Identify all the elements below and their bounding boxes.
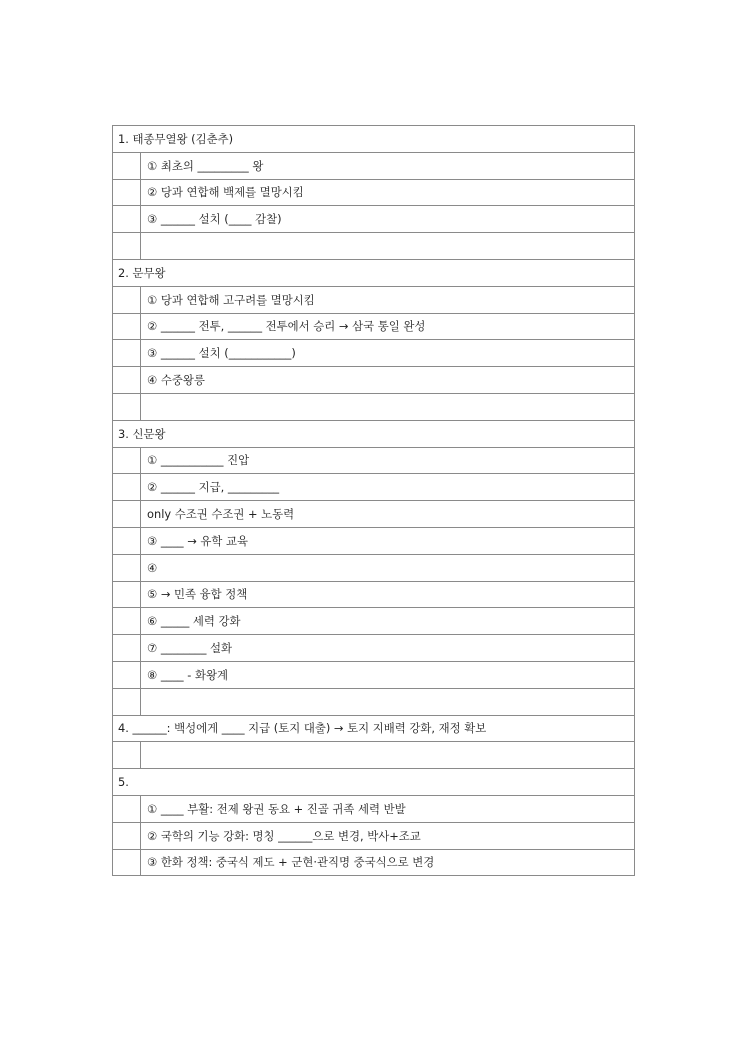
section-header: 4. ______: 백성에게 ____ 지급 (토지 대출) → 토지 지배력 강화, 재정 확보	[113, 715, 635, 742]
section-header: 3. 신문왕	[113, 420, 635, 447]
item-text: ④	[141, 554, 635, 581]
indent-cell	[113, 179, 141, 206]
item-text: ① 당과 연합해 고구려를 멸망시킴	[141, 286, 635, 313]
item-row	[113, 661, 635, 688]
item-row	[113, 635, 635, 662]
item-text: ② 당과 연합해 백제를 멸망시킴	[141, 179, 635, 206]
study-table	[112, 125, 635, 876]
item-text: ④ 수중왕릉	[141, 367, 635, 394]
indent-cell	[113, 661, 141, 688]
item-text: ③ 한화 정책: 중국식 제도 + 군현·관직명 중국식으로 변경	[141, 849, 635, 876]
empty-cell	[141, 393, 635, 420]
item-row	[113, 795, 635, 822]
section-header-row	[113, 715, 635, 742]
item-row	[113, 822, 635, 849]
section-header: 2. 문무왕	[113, 259, 635, 286]
empty-cell	[141, 742, 635, 769]
item-row	[113, 367, 635, 394]
section-header-row	[113, 420, 635, 447]
section-header: 1. 태종무열왕 (김춘추)	[113, 126, 635, 153]
item-text: ③ ____ → 유학 교육	[141, 527, 635, 554]
empty-row	[113, 688, 635, 715]
item-row	[113, 152, 635, 179]
indent-cell	[113, 233, 141, 260]
item-row	[113, 286, 635, 313]
section-header: 5.	[113, 769, 635, 796]
item-row	[113, 340, 635, 367]
empty-row	[113, 742, 635, 769]
indent-cell	[113, 635, 141, 662]
item-text: ⑥ _____ 세력 강화	[141, 608, 635, 635]
indent-cell	[113, 822, 141, 849]
item-text: ⑦ ________ 설화	[141, 635, 635, 662]
indent-cell	[113, 206, 141, 233]
item-row	[113, 554, 635, 581]
section-header-row	[113, 126, 635, 153]
item-row	[113, 581, 635, 608]
indent-cell	[113, 393, 141, 420]
indent-cell	[113, 527, 141, 554]
indent-cell	[113, 688, 141, 715]
item-row	[113, 527, 635, 554]
indent-cell	[113, 501, 141, 528]
item-row	[113, 608, 635, 635]
empty-row	[113, 233, 635, 260]
item-text: ⑤ → 민족 융합 정책	[141, 581, 635, 608]
indent-cell	[113, 313, 141, 340]
indent-cell	[113, 581, 141, 608]
indent-cell	[113, 286, 141, 313]
indent-cell	[113, 367, 141, 394]
empty-cell	[141, 233, 635, 260]
indent-cell	[113, 447, 141, 474]
indent-cell	[113, 340, 141, 367]
item-text: ② ______ 전투, ______ 전투에서 승리 → 삼국 통일 완성	[141, 313, 635, 340]
indent-cell	[113, 152, 141, 179]
item-text: ① 최초의 _________ 왕	[141, 152, 635, 179]
indent-cell	[113, 608, 141, 635]
indent-cell	[113, 474, 141, 501]
item-text: ② ______ 지급, _________	[141, 474, 635, 501]
item-text: ② 국학의 기능 강화: 명칭 ______으로 변경, 박사+조교	[141, 822, 635, 849]
item-text: ③ ______ 설치 (____ 감찰)	[141, 206, 635, 233]
section-header-row	[113, 259, 635, 286]
section-header-row	[113, 769, 635, 796]
indent-cell	[113, 554, 141, 581]
item-row	[113, 849, 635, 876]
item-row	[113, 501, 635, 528]
empty-row	[113, 393, 635, 420]
study-table-body	[113, 126, 635, 876]
item-text: ③ ______ 설치 (___________)	[141, 340, 635, 367]
item-row	[113, 206, 635, 233]
indent-cell	[113, 742, 141, 769]
item-row	[113, 179, 635, 206]
item-row	[113, 474, 635, 501]
item-text: ⑧ ____ - 화왕계	[141, 661, 635, 688]
item-text: only 수조권 수조권 + 노동력	[141, 501, 635, 528]
item-row	[113, 447, 635, 474]
indent-cell	[113, 849, 141, 876]
indent-cell	[113, 795, 141, 822]
item-text: ① ____ 부활: 전제 왕권 동요 + 진골 귀족 세력 반발	[141, 795, 635, 822]
empty-cell	[141, 688, 635, 715]
item-row	[113, 313, 635, 340]
item-text: ① ___________ 진압	[141, 447, 635, 474]
